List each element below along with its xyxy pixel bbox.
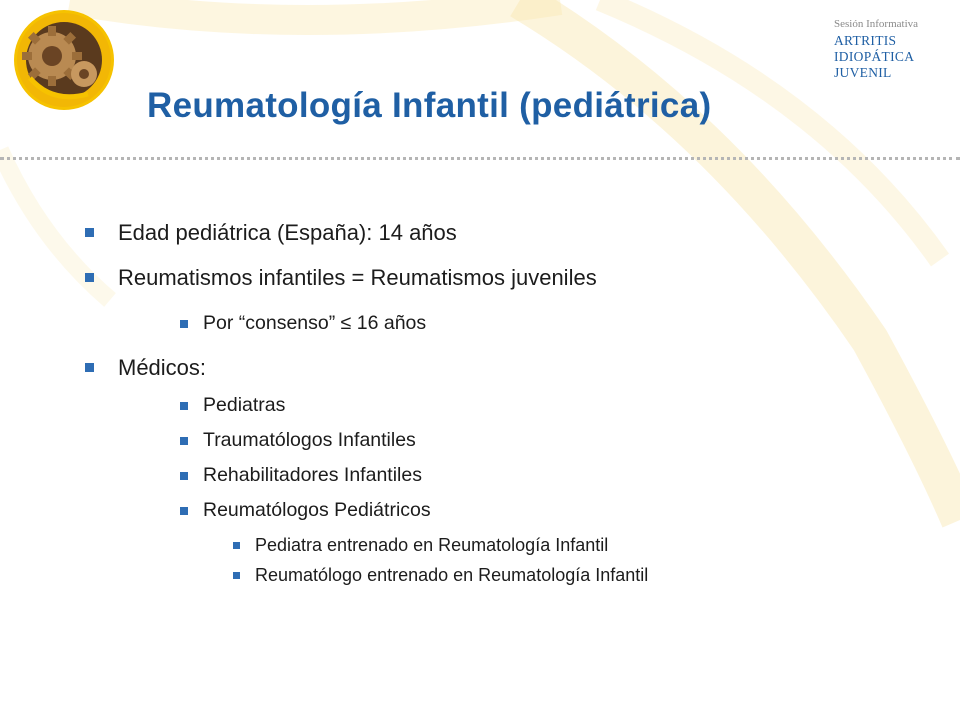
session-label: Sesión Informativa bbox=[834, 18, 919, 30]
bullet-item bbox=[118, 265, 597, 291]
square-bullet-icon bbox=[180, 437, 188, 445]
topic-line-1: ARTRITIS bbox=[834, 32, 897, 48]
square-bullet-icon bbox=[233, 572, 240, 579]
bullet-item bbox=[118, 220, 457, 246]
slide-title: Reumatología Infantil (pediátrica) bbox=[147, 86, 712, 125]
sub-sub-bullet-item bbox=[255, 565, 648, 586]
sub-bullet-item bbox=[203, 464, 422, 487]
sub-sub-bullet-item bbox=[255, 535, 608, 556]
sub-bullet-item bbox=[203, 312, 426, 335]
bullet-text: Reumatólogo entrenado en Reumatología Infantil bbox=[255, 565, 649, 585]
square-bullet-icon bbox=[85, 363, 94, 372]
square-bullet-icon bbox=[180, 320, 188, 328]
square-bullet-icon bbox=[180, 507, 188, 515]
bullet-text: Reumatólogos Pediátricos bbox=[203, 499, 431, 521]
bullet-text: Rehabilitadores Infantiles bbox=[203, 464, 422, 486]
square-bullet-icon bbox=[85, 273, 94, 282]
topic-line-2: IDIOPÁTICA bbox=[834, 48, 915, 64]
topic-line-3: JUVENIL bbox=[834, 64, 892, 80]
bullet-text: Por “consenso” ≤ 16 años bbox=[203, 312, 427, 334]
square-bullet-icon bbox=[180, 402, 188, 410]
bullet-text: Traumatólogos Infantiles bbox=[203, 429, 416, 451]
bullet-text: Edad pediátrica (España): 14 años bbox=[118, 220, 457, 245]
sub-bullet-item bbox=[203, 429, 416, 452]
square-bullet-icon bbox=[85, 228, 94, 237]
sub-bullet-item bbox=[203, 394, 285, 417]
square-bullet-icon bbox=[233, 542, 240, 549]
bullet-text: Pediatra entrenado en Reumatología Infantil bbox=[255, 535, 609, 555]
bullet-item bbox=[118, 355, 206, 381]
square-bullet-icon bbox=[180, 472, 188, 480]
bullet-text: Médicos: bbox=[118, 355, 207, 380]
bullet-text: Reumatismos infantiles = Reumatismos juveniles bbox=[118, 265, 597, 290]
sub-bullet-item bbox=[203, 499, 431, 522]
bullet-text: Pediatras bbox=[203, 394, 286, 416]
